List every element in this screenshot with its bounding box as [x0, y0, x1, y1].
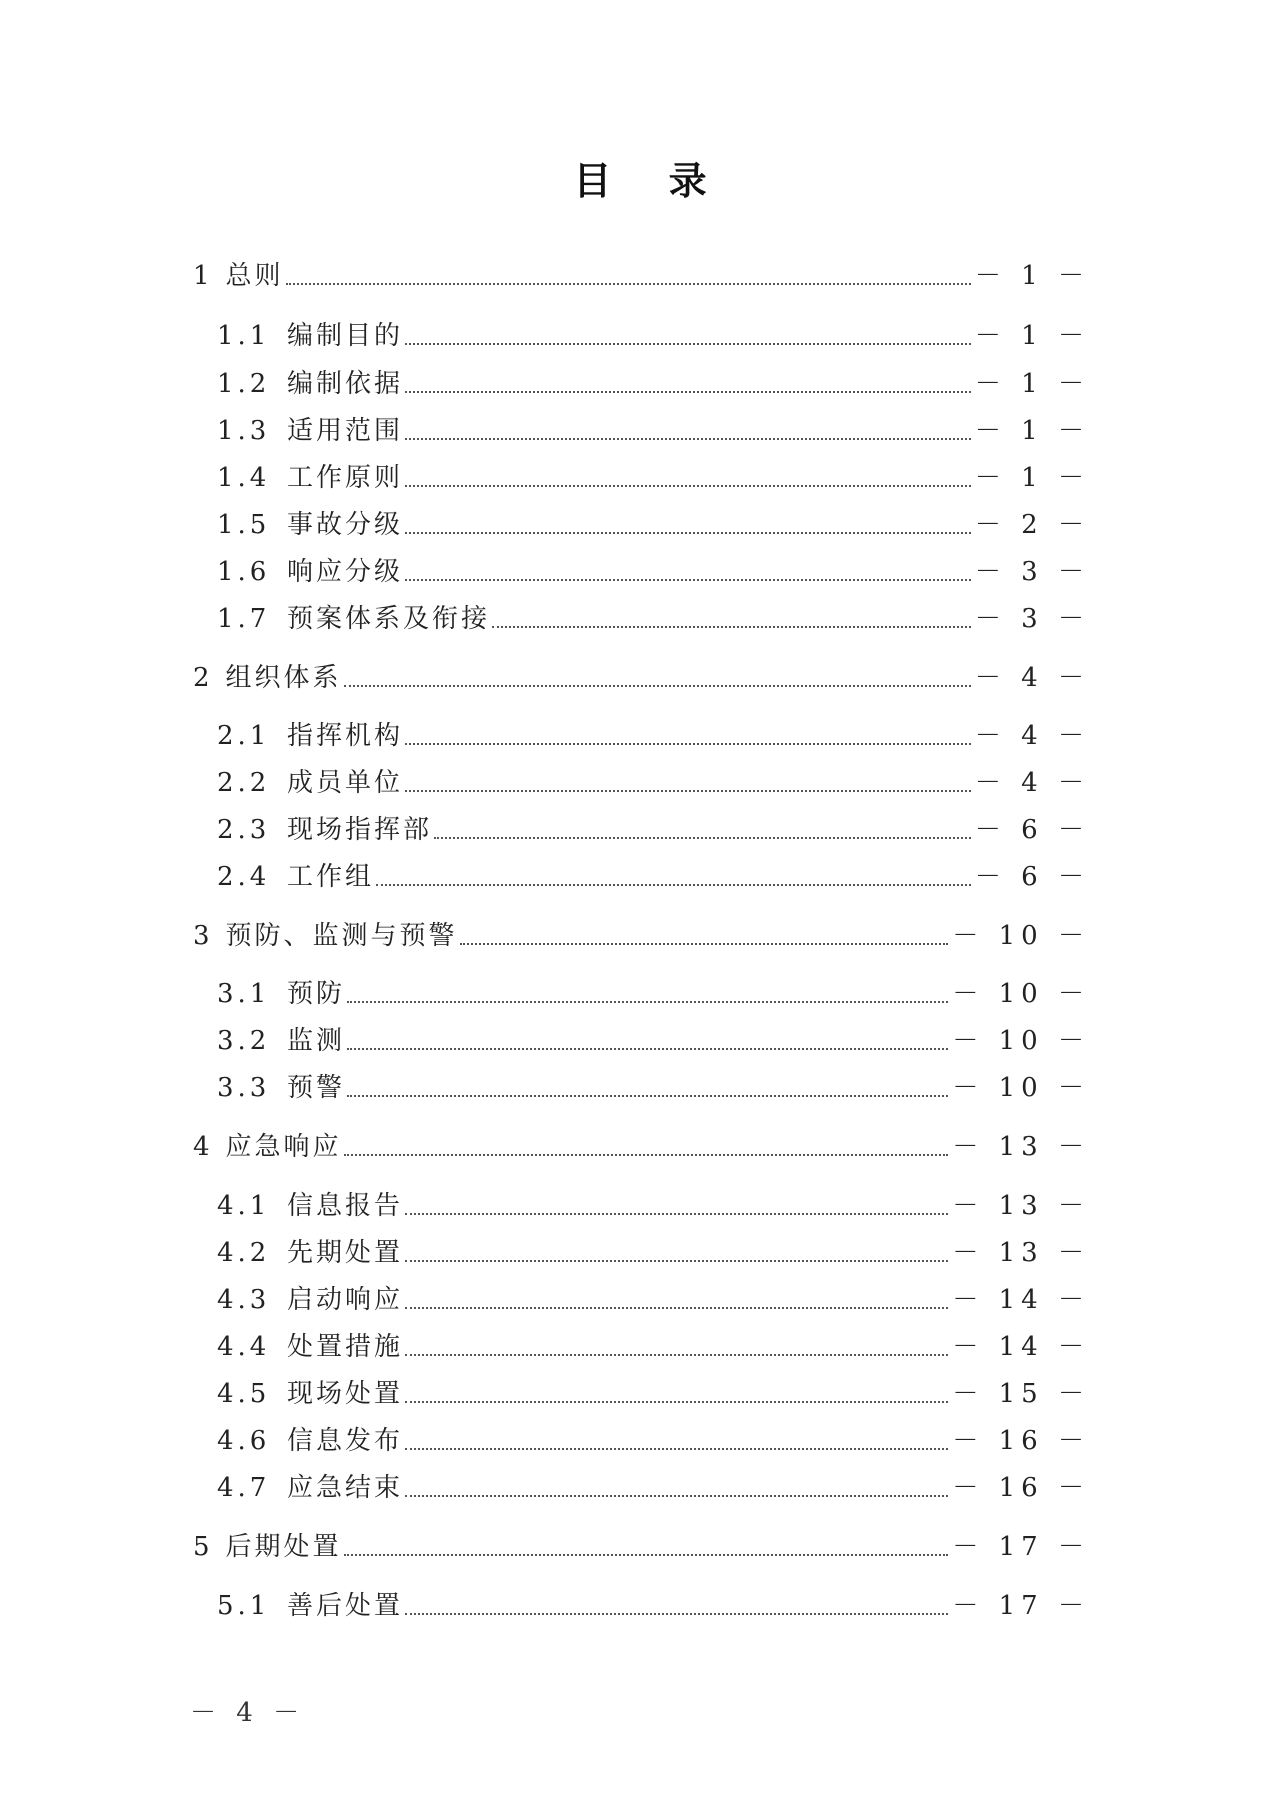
toc-dot-leader: [405, 343, 971, 345]
toc-dot-leader: [344, 685, 971, 687]
toc-entry-title: 后期处置: [225, 1532, 342, 1562]
toc-entry-page: － 13 －: [952, 1132, 1090, 1162]
toc-entry[interactable]: [217, 1329, 1090, 1365]
toc-entry-title: 现场处置: [287, 1379, 404, 1409]
toc-entry-page: － 1 －: [974, 321, 1090, 351]
toc-entry-title: 编制目的: [287, 321, 404, 351]
toc-entry[interactable]: [217, 1588, 1090, 1624]
toc-entry[interactable]: [217, 765, 1090, 801]
toc-dot-leader: [405, 1401, 948, 1403]
toc-entry-title: 现场指挥部: [287, 815, 433, 845]
toc-entry-number: 1.1: [217, 321, 271, 351]
toc-entry-title: 应急响应: [225, 1132, 342, 1162]
toc-dot-leader: [405, 1354, 948, 1356]
toc-entry-page: － 3 －: [974, 604, 1090, 634]
toc-entry-page: － 10 －: [952, 979, 1090, 1009]
toc-dot-leader: [405, 1260, 948, 1262]
toc-dot-leader: [405, 1448, 948, 1450]
toc-entry-title: 成员单位: [287, 768, 404, 798]
page-title: 目 录: [573, 158, 729, 203]
toc-entry-page: － 1 －: [974, 463, 1090, 493]
toc-entry-title: 组织体系: [225, 663, 342, 693]
toc-entry[interactable]: [217, 812, 1090, 848]
toc-entry[interactable]: [217, 859, 1090, 895]
toc-entry-page: － 6 －: [974, 815, 1090, 845]
toc-entry-number: 1.2: [217, 369, 271, 399]
toc-dot-leader: [405, 1613, 948, 1615]
toc-entry-number: 4: [193, 1132, 214, 1162]
toc-entry[interactable]: [217, 366, 1090, 402]
toc-entry[interactable]: [217, 460, 1090, 496]
toc-dot-leader: [376, 884, 971, 886]
toc-entry-page: － 17 －: [952, 1591, 1090, 1621]
toc-entry[interactable]: [217, 718, 1090, 754]
toc-entry-title: 适用范围: [287, 416, 404, 446]
toc-entry[interactable]: [217, 601, 1090, 637]
toc-entry[interactable]: [217, 1423, 1090, 1459]
toc-entry-title: 先期处置: [287, 1238, 404, 1268]
toc-entry-number: 1: [193, 261, 214, 291]
toc-entry-title: 预防: [287, 979, 346, 1009]
toc-entry-page: － 14 －: [952, 1285, 1090, 1315]
toc-dot-leader: [344, 1554, 949, 1556]
toc-entry[interactable]: [217, 1282, 1090, 1318]
toc-dot-leader: [347, 1001, 948, 1003]
toc-entry-page: － 4 －: [974, 721, 1090, 751]
toc-dot-leader: [492, 626, 971, 628]
toc-dot-leader: [405, 579, 971, 581]
toc-entry-number: 1.7: [217, 604, 271, 634]
toc-entry-title: 指挥机构: [287, 721, 404, 751]
toc-entry-title: 善后处置: [287, 1591, 404, 1621]
toc-entry-title: 处置措施: [287, 1332, 404, 1362]
toc-dot-leader: [405, 1495, 948, 1497]
toc-entry-number: 4.3: [217, 1285, 271, 1315]
toc-dot-leader: [405, 532, 971, 534]
toc-entry[interactable]: [193, 1129, 1090, 1165]
toc-entry-number: 4.6: [217, 1426, 271, 1456]
toc-entry-title: 信息报告: [287, 1191, 404, 1221]
toc-entry-title: 应急结束: [287, 1473, 404, 1503]
toc-entry-number: 5: [193, 1532, 214, 1562]
toc-entry-number: 2.4: [217, 862, 271, 892]
toc-entry[interactable]: [217, 976, 1090, 1012]
toc-entry-title: 启动响应: [287, 1285, 404, 1315]
toc-entry[interactable]: [193, 918, 1090, 954]
toc-entry[interactable]: [217, 1235, 1090, 1271]
toc-entry-page: － 3 －: [974, 557, 1090, 587]
toc-dot-leader: [405, 391, 971, 393]
toc-entry-page: － 4 －: [974, 663, 1090, 693]
toc-entry-title: 编制依据: [287, 369, 404, 399]
toc-entry-page: － 13 －: [952, 1238, 1090, 1268]
toc-dot-leader: [347, 1048, 948, 1050]
toc-entry[interactable]: [193, 1529, 1090, 1565]
toc-entry-number: 1.3: [217, 416, 271, 446]
toc-entry-page: － 10 －: [952, 1073, 1090, 1103]
toc-entry-number: 3: [193, 921, 214, 951]
toc-entry-title: 监测: [287, 1026, 346, 1056]
toc-dot-leader: [344, 1154, 949, 1156]
toc-entry[interactable]: [217, 1023, 1090, 1059]
toc-entry[interactable]: [193, 258, 1090, 294]
toc-entry-page: － 17 －: [952, 1532, 1090, 1562]
toc-dot-leader: [286, 283, 971, 285]
toc-entry[interactable]: [217, 554, 1090, 590]
toc-entry-number: 3.1: [217, 979, 271, 1009]
toc-entry-number: 2.3: [217, 815, 271, 845]
toc-entry[interactable]: [193, 660, 1090, 696]
toc-entry-title: 预案体系及衔接: [287, 604, 491, 634]
toc-entry-title: 总则: [225, 261, 284, 291]
toc-entry-number: 4.7: [217, 1473, 271, 1503]
toc-entry-page: － 4 －: [974, 768, 1090, 798]
toc-dot-leader: [405, 743, 971, 745]
toc-entry[interactable]: [217, 318, 1090, 354]
toc-entry[interactable]: [217, 413, 1090, 449]
toc-entry-number: 4.1: [217, 1191, 271, 1221]
toc-entry[interactable]: [217, 1188, 1090, 1224]
toc-entry-page: － 2 －: [974, 510, 1090, 540]
toc-entry-page: － 14 －: [952, 1332, 1090, 1362]
toc-entry-number: 2.2: [217, 768, 271, 798]
toc-entry-title: 工作原则: [287, 463, 404, 493]
toc-entry-page: － 10 －: [952, 1026, 1090, 1056]
toc-entry-page: － 10 －: [952, 921, 1090, 951]
toc-dot-leader: [347, 1095, 948, 1097]
toc-entry-page: － 6 －: [974, 862, 1090, 892]
toc-entry-page: － 1 －: [974, 369, 1090, 399]
toc-entry-number: 1.5: [217, 510, 271, 540]
toc-entry[interactable]: [217, 1070, 1090, 1106]
toc-dot-leader: [405, 790, 971, 792]
footer-page-number: － 4 －: [190, 1698, 306, 1728]
toc-entry-page: － 15 －: [952, 1379, 1090, 1409]
toc-dot-leader: [405, 438, 971, 440]
toc-entry-title: 事故分级: [287, 510, 404, 540]
toc-entry[interactable]: [217, 507, 1090, 543]
toc-entry-page: － 16 －: [952, 1426, 1090, 1456]
toc-entry-title: 预警: [287, 1073, 346, 1103]
toc-entry[interactable]: [217, 1470, 1090, 1506]
toc-entry-number: 4.2: [217, 1238, 271, 1268]
toc-entry-number: 5.1: [217, 1591, 271, 1621]
toc-entry-number: 2.1: [217, 721, 271, 751]
toc-entry-number: 3.3: [217, 1073, 271, 1103]
toc-entry-page: － 1 －: [974, 416, 1090, 446]
toc-dot-leader: [434, 837, 971, 839]
toc-dot-leader: [460, 943, 949, 945]
toc-entry-number: 2: [193, 663, 214, 693]
toc-entry-number: 4.4: [217, 1332, 271, 1362]
toc-entry-number: 3.2: [217, 1026, 271, 1056]
toc-entry[interactable]: [217, 1376, 1090, 1412]
toc-dot-leader: [405, 485, 971, 487]
toc-entry-page: － 1 －: [974, 261, 1090, 291]
toc-entry-page: － 13 －: [952, 1191, 1090, 1221]
toc-entry-page: － 16 －: [952, 1473, 1090, 1503]
toc-entry-number: 1.4: [217, 463, 271, 493]
toc-dot-leader: [405, 1307, 948, 1309]
toc-entry-title: 预防、监测与预警: [225, 921, 458, 951]
toc-entry-title: 信息发布: [287, 1426, 404, 1456]
toc-dot-leader: [405, 1213, 948, 1215]
toc-entry-number: 1.6: [217, 557, 271, 587]
toc-entry-title: 工作组: [287, 862, 375, 892]
toc-entry-title: 响应分级: [287, 557, 404, 587]
toc-entry-number: 4.5: [217, 1379, 271, 1409]
